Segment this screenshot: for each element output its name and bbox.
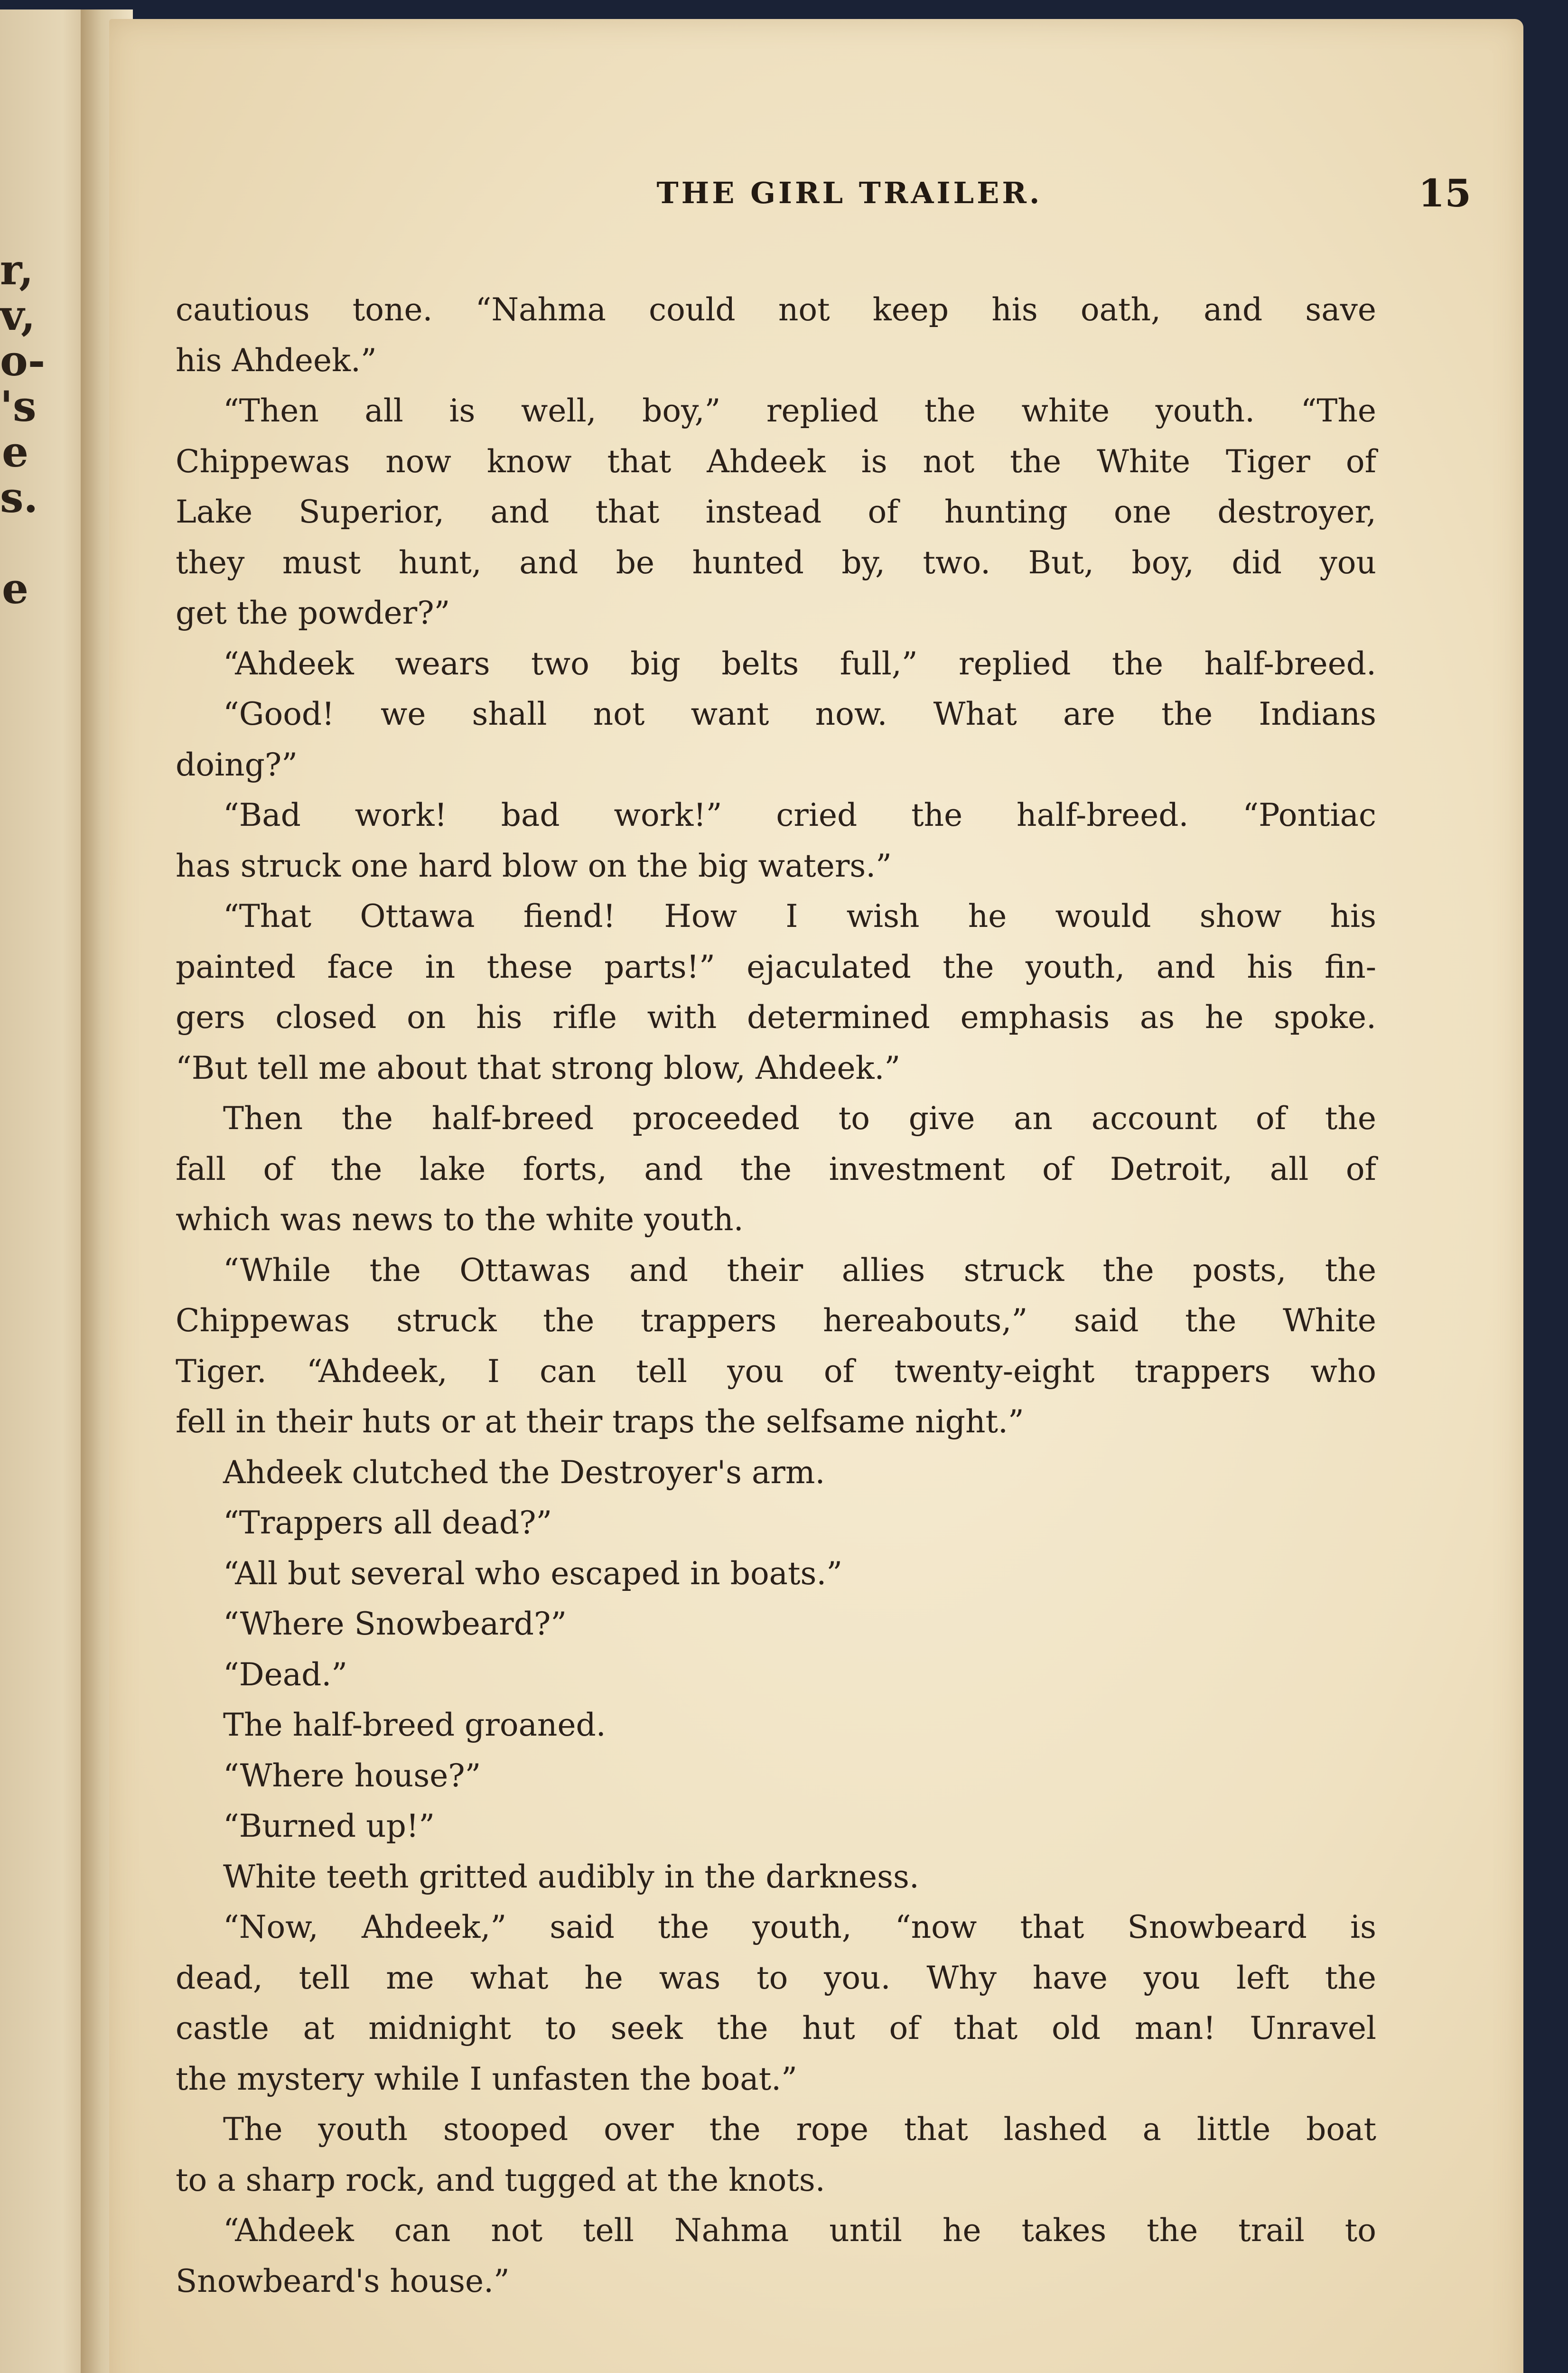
facing-page-fragment-line: e — [2, 564, 28, 613]
text-line: Chippewas now know that Ahdeek is not the White Tiger of — [176, 443, 1376, 480]
running-title: THE GIRL TRAILER. — [656, 176, 1043, 210]
page-number: 15 — [1418, 171, 1471, 215]
facing-page-text-fragment — [0, 245, 46, 613]
body-text — [176, 285, 1376, 2307]
text-line: to a sharp rock, and tugged at the knots. — [176, 2161, 825, 2198]
text-line: “Trappers all dead?” — [223, 1504, 552, 1541]
text-line: “That Ottawa fiend! How I wish he would show his — [223, 898, 1376, 934]
text-line: fall of the lake forts, and the investment of Detroit, all of — [176, 1150, 1376, 1187]
text-line: fell in their huts or at their traps the selfsame night.” — [176, 1403, 1024, 1440]
text-line: Ahdeek clutched the Destroyer's arm. — [223, 1454, 825, 1491]
text-line: castle at midnight to seek the hut of that old man! Unravel — [176, 2010, 1376, 2046]
running-header — [109, 171, 1523, 233]
text-line: gers closed on his rifle with determined emphasis as he spoke. — [176, 999, 1376, 1036]
text-line: dead, tell me what he was to you. Why have you left the — [176, 1959, 1376, 1996]
facing-page-fragment-line: r, — [0, 245, 34, 294]
text-line: “Then all is well, boy,” replied the white youth. “The — [223, 392, 1376, 429]
text-line: Snowbeard's house.” — [176, 2262, 510, 2299]
facing-page-fragment-line — [0, 520, 28, 566]
text-line: “Ahdeek can not tell Nahma until he takes the trail to — [223, 2212, 1376, 2249]
text-line: Chippewas struck the trappers hereabouts,” said the White — [176, 1302, 1376, 1339]
facing-page-fragment-line: o- — [0, 336, 46, 385]
text-line: Then the half-breed proceeded to give an account of the — [223, 1100, 1376, 1137]
text-line: has struck one hard blow on the big waters.” — [176, 847, 892, 884]
text-line: “But tell me about that strong blow, Ahdeek.” — [176, 1049, 901, 1086]
text-line: his Ahdeek.” — [176, 342, 377, 379]
text-line: Tiger. “Ahdeek, I can tell you of twenty-eight trappers who — [176, 1353, 1376, 1390]
text-line: which was news to the white youth. — [176, 1201, 744, 1238]
text-line: “Where Snowbeard?” — [223, 1606, 567, 1642]
facing-page-fragment-line: v, — [0, 290, 36, 340]
facing-page-fragment-line: 's — [0, 382, 37, 431]
facing-page-fragment-line: s. — [0, 473, 38, 522]
facing-page-fragment-line: e — [2, 427, 28, 476]
text-line: “Good! we shall not want now. What are the Indians — [223, 696, 1376, 732]
text-line: cautious tone. “Nahma could not keep his oath, and save — [176, 291, 1376, 328]
text-line: The half-breed groaned. — [223, 1707, 606, 1743]
text-line: doing?” — [176, 746, 298, 783]
text-line: “Bad work! bad work!” cried the half-breed. “Pontiac — [223, 797, 1376, 833]
book-page — [109, 19, 1523, 2373]
text-line: “Now, Ahdeek,” said the youth, “now that Snowbeard is — [223, 1909, 1376, 1945]
text-line: “While the Ottawas and their allies struck the posts, the — [223, 1252, 1376, 1289]
text-line: they must hunt, and be hunted by, two. But, boy, did you — [176, 544, 1376, 581]
text-line: The youth stooped over the rope that lashed a little boat — [223, 2111, 1376, 2148]
text-line: White teeth gritted audibly in the darkness. — [223, 1858, 919, 1895]
text-line: get the powder?” — [176, 595, 450, 631]
text-line: “Where house?” — [223, 1757, 481, 1794]
text-line: “Burned up!” — [223, 1808, 435, 1844]
text-line: “Dead.” — [223, 1656, 348, 1693]
text-line: “Ahdeek wears two big belts full,” replied the half-breed. — [223, 645, 1376, 682]
text-line: the mystery while I unfasten the boat.” — [176, 2060, 797, 2097]
text-line: “All but several who escaped in boats.” — [223, 1555, 843, 1592]
text-line: Lake Superior, and that instead of hunting one destroyer, — [176, 494, 1376, 530]
text-line: painted face in these parts!” ejaculated the youth, and his fin- — [176, 948, 1376, 985]
